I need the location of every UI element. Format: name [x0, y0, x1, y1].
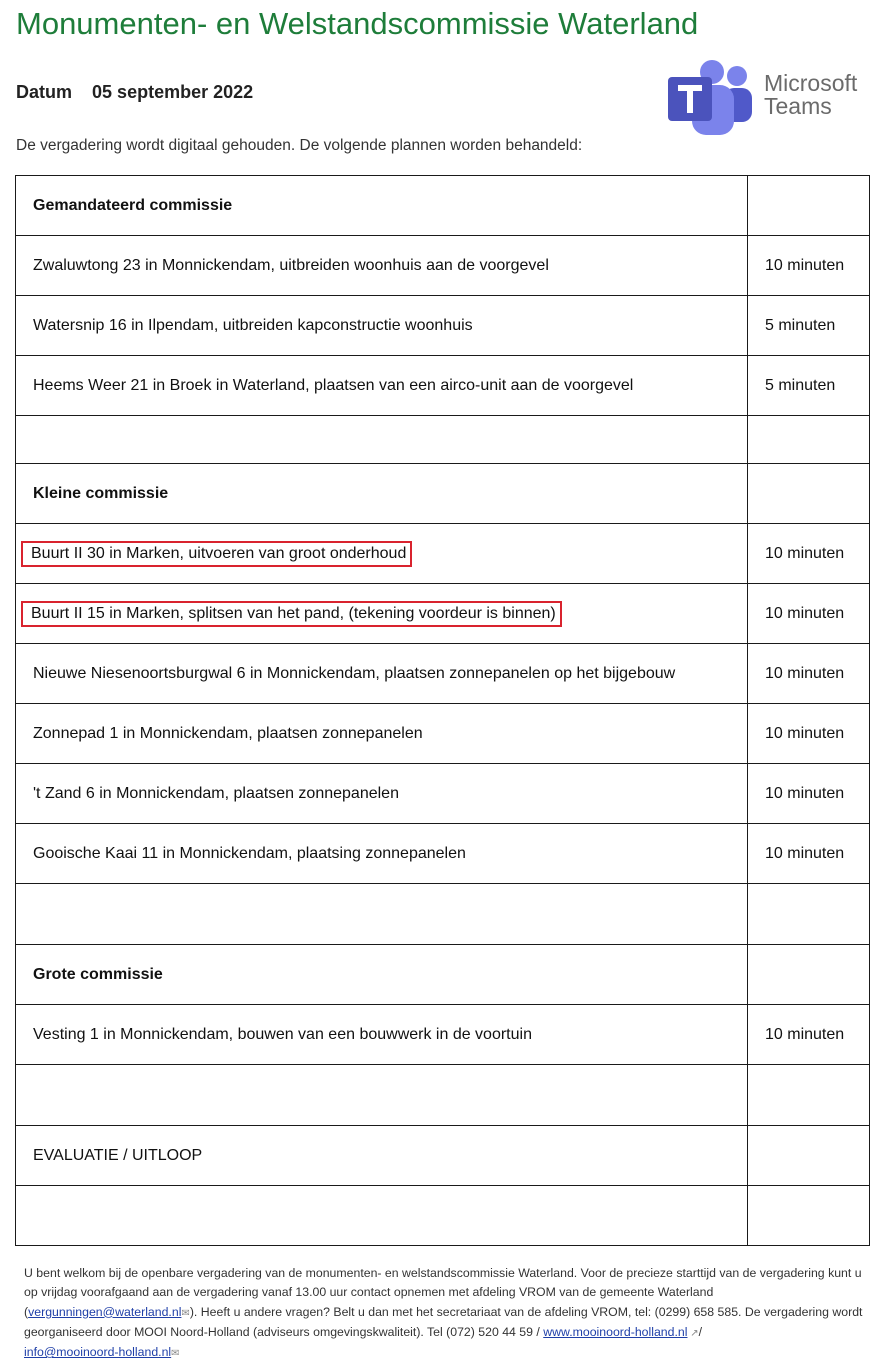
microsoft-teams-logo	[666, 58, 876, 140]
agenda-item: Vesting 1 in Monnickendam, bouwen van een bouwwerk in de voortuin	[16, 1005, 748, 1065]
agenda-duration: 10 minuten	[748, 524, 870, 584]
agenda-item: Zonnepad 1 in Monnickendam, plaatsen zonnepanelen	[16, 704, 748, 764]
table-row	[16, 1005, 870, 1065]
empty-cell	[748, 464, 870, 524]
table-row	[16, 824, 870, 884]
table-row	[16, 584, 870, 644]
meeting-date	[16, 82, 253, 103]
agenda-item: Gooische Kaai 11 in Monnickendam, plaatsing zonnepanelen	[16, 824, 748, 884]
table-row	[16, 356, 870, 416]
table-row	[16, 1126, 870, 1186]
agenda-duration: 10 minuten	[748, 704, 870, 764]
page-title: Monumenten- en Welstandscommissie Waterland	[16, 6, 699, 41]
agenda-duration: 10 minuten	[748, 764, 870, 824]
agenda-duration: 10 minuten	[748, 1005, 870, 1065]
email-link-info[interactable]: info@mooinoord-holland.nl	[24, 1345, 172, 1360]
table-row	[16, 296, 870, 356]
mail-icon: ✉	[181, 1307, 190, 1319]
agenda-item: Nieuwe Niesenoortsburgwal 6 in Monnickendam, plaatsen zonnepanelen op het bijgebouw	[16, 644, 748, 704]
agenda-item	[16, 524, 748, 584]
agenda-item: Watersnip 16 in Ilpendam, uitbreiden kapconstructie woonhuis	[16, 296, 748, 356]
teams-wordmark: Microsoft Teams	[764, 70, 858, 119]
empty-row	[16, 416, 870, 464]
highlighted-item: Buurt II 30 in Marken, uitvoeren van groot onderhoud	[21, 541, 412, 567]
agenda-duration: 10 minuten	[748, 824, 870, 884]
agenda-duration: 5 minuten	[748, 356, 870, 416]
date-label: Datum	[16, 82, 73, 102]
section-row	[16, 176, 870, 236]
email-link-vergunningen[interactable]: vergunningen@waterland.nl	[28, 1304, 182, 1319]
mail-icon: ✉	[171, 1348, 180, 1360]
footer-text: U bent welkom bij de openbare vergadering van de monumenten- en welstandscommissie Waterland. Voor de precieze starttijd van de vergadering kunt u op vrijdag voorafgaand aan de vergadering vanaf 13.00 uur contact opnemen met afdeling VROM van de gemeente Waterland (vergunningen@waterland.nl✉). Heeft u andere vragen? Belt u dan met het secretariaat van de afdeling VROM, tel: (0299) 658 585. De vergadering wordt georganiseerd door MOOI Noord-Holland (adviseurs omgevingskwaliteit). Tel (072) 520 44 59 / www.mooinoord-holland.nl ↗/ info@mooinoord-holland.nl✉	[24, 1266, 863, 1360]
agenda-item: Zwaluwtong 23 in Monnickendam, uitbreiden woonhuis aan de voorgevel	[16, 236, 748, 296]
agenda-duration: 5 minuten	[748, 296, 870, 356]
table-row	[16, 764, 870, 824]
agenda-duration: 10 minuten	[748, 236, 870, 296]
agenda-table	[15, 175, 870, 1246]
empty-row	[16, 1065, 870, 1126]
highlighted-item: Buurt II 15 in Marken, splitsen van het pand, (tekening voordeur is binnen)	[21, 601, 562, 627]
section-row	[16, 464, 870, 524]
section-row	[16, 945, 870, 1005]
table-row	[16, 704, 870, 764]
empty-row	[16, 884, 870, 945]
agenda-duration: 10 minuten	[748, 644, 870, 704]
evaluation-row-label: EVALUATIE / UITLOOP	[16, 1126, 748, 1186]
empty-cell	[748, 176, 870, 236]
intro-text: De vergadering wordt digitaal gehouden. De volgende plannen worden behandeld:	[16, 137, 583, 154]
empty-cell	[748, 945, 870, 1005]
website-link[interactable]: www.mooinoord-holland.nl	[543, 1324, 688, 1339]
table-row	[16, 236, 870, 296]
empty-row	[16, 1186, 870, 1246]
section-heading: Kleine commissie	[16, 464, 748, 524]
agenda-item	[16, 584, 748, 644]
table-row	[16, 524, 870, 584]
agenda-duration: 10 minuten	[748, 584, 870, 644]
empty-cell	[748, 1126, 870, 1186]
section-heading: Gemandateerd commissie	[16, 176, 748, 236]
agenda-item: Heems Weer 21 in Broek in Waterland, plaatsen van een airco-unit aan de voorgevel	[16, 356, 748, 416]
table-row	[16, 644, 870, 704]
teams-icon	[666, 58, 756, 140]
agenda-item: 't Zand 6 in Monnickendam, plaatsen zonnepanelen	[16, 764, 748, 824]
external-link-icon: ↗	[687, 1327, 699, 1339]
date-value: 05 september 2022	[92, 82, 254, 102]
section-heading: Grote commissie	[16, 945, 748, 1005]
